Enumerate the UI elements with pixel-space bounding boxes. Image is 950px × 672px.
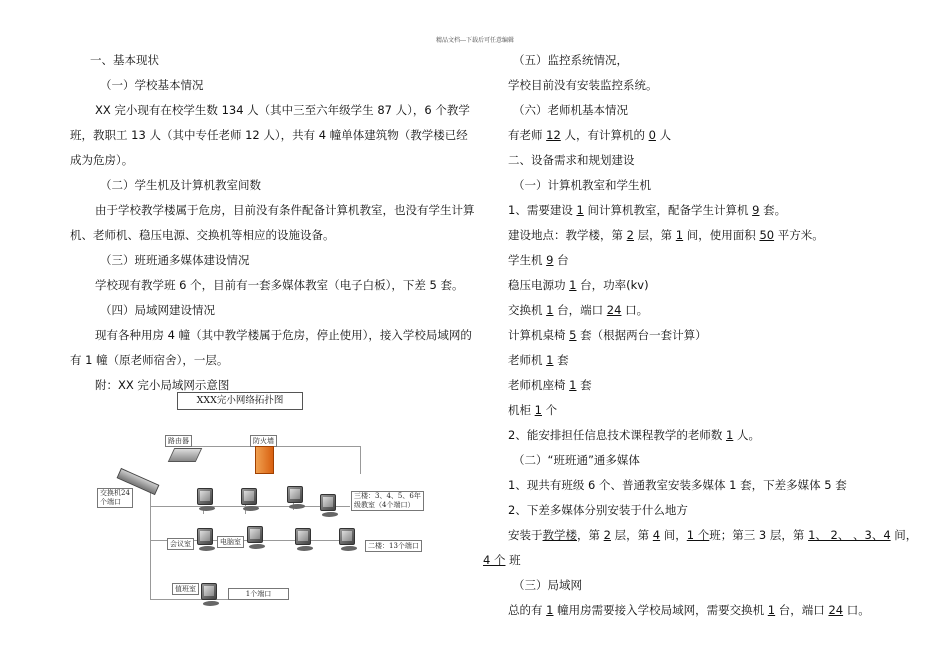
computer-icon — [195, 488, 215, 510]
text-span: 建设地点：教学楼，第 — [508, 228, 627, 242]
paragraph-line: 2、下差多媒体分别安装于什么地方 — [508, 503, 688, 517]
filled-value: 2 — [626, 228, 634, 242]
text-span: 个 — [541, 403, 558, 417]
text-span: 人。 — [733, 428, 760, 442]
text-span: 稳压电源功 — [508, 278, 570, 292]
rich-line — [508, 203, 786, 217]
rich-line — [508, 278, 649, 292]
duty-room-label: 值班室 — [172, 583, 199, 595]
text-span: 安装于 — [508, 528, 543, 542]
filled-value: 4 — [652, 528, 661, 542]
text-span: 2、能安排担任信息技术课程教学的老师数 — [508, 428, 726, 442]
filled-value: 1 — [534, 403, 542, 417]
text-span: 口。 — [843, 603, 870, 617]
filled-value: 1 — [767, 603, 776, 617]
paragraph-line: 有 1 幢（原老师宿舍），一层。 — [70, 353, 229, 367]
firewall-label: 防火墙 — [250, 435, 277, 447]
filled-value: 2 — [603, 528, 611, 542]
heading-multimedia: （三）班班通多媒体建设情况 — [100, 253, 250, 267]
text-span: 套 — [576, 378, 592, 392]
rich-line — [508, 403, 557, 417]
filled-value: 1 — [725, 428, 734, 442]
rich-line — [508, 378, 592, 392]
text-span: 人，有计算机的 — [560, 128, 649, 142]
filled-value: 1 — [546, 303, 554, 317]
filled-value: 1 — [546, 353, 554, 367]
text-span: 交换机 — [508, 303, 547, 317]
filled-value: 12 — [546, 128, 561, 142]
network-topology-diagram — [95, 388, 455, 613]
paragraph-line: 机、老师机、稳压电源、交换机等相应的设施设备。 — [70, 228, 335, 242]
computer-icon — [245, 526, 265, 548]
switch-label: 交换机24 个端口 — [97, 488, 133, 508]
filled-value: 9 — [752, 203, 760, 217]
rich-line — [508, 528, 917, 542]
rich-line — [483, 553, 521, 567]
computer-icon — [285, 486, 305, 508]
firewall-icon — [255, 446, 274, 474]
router-label: 路由器 — [165, 435, 192, 447]
filled-value: 5 — [569, 328, 577, 342]
floor3-label: 三楼：3、4、5、6年 级教室（4个端口） — [351, 491, 424, 511]
rich-line — [508, 228, 824, 242]
paragraph-line: 由于学校教学楼属于危房，目前没有条件配备计算机教室，也没有学生计算 — [95, 203, 475, 217]
paragraph-line: 学校现有教学班 6 个，目前有一套多媒体教室（电子白板），下差 5 套。 — [95, 278, 464, 292]
text-span: 层，第 — [633, 228, 676, 242]
text-span: 套 — [553, 353, 569, 367]
heading-class-multimedia: （二）“班班通”通多媒体 — [513, 453, 640, 467]
filled-value: 24 — [828, 603, 844, 617]
rich-line — [508, 303, 648, 317]
filled-value: 1 — [569, 278, 577, 292]
text-span: 台 — [553, 253, 569, 267]
computer-room-label: 电脑室 — [217, 536, 244, 548]
filled-value: 教学楼 — [542, 528, 577, 542]
heading-teacher-pc: （六）老师机基本情况 — [513, 103, 628, 117]
text-span: 平方米。 — [774, 228, 824, 242]
text-span: 套。 — [759, 203, 787, 217]
text-span: 台，端口 — [553, 303, 607, 317]
text-span: 幢用房需要接入学校局域网，需要交换机 — [553, 603, 768, 617]
text-span: 层，第 — [610, 528, 653, 542]
filled-value: 1 个 — [686, 528, 710, 542]
heading-computer-classroom: （一）计算机教室和学生机 — [513, 178, 651, 192]
filled-value: 1 — [546, 603, 554, 617]
computer-icon — [293, 528, 313, 550]
heading-basic-status: 一、基本现状 — [90, 53, 159, 67]
filled-value: 0 — [648, 128, 656, 142]
text-span: 老师机 — [508, 353, 547, 367]
text-span: 班 — [505, 553, 521, 567]
computer-icon — [239, 488, 259, 510]
filled-value: 24 — [606, 303, 622, 317]
text-span: 人 — [655, 128, 672, 142]
text-span: 1、需要建设 — [508, 203, 577, 217]
paragraph-line: 现有各种用房 4 幢（其中教学楼属于危房，停止使用），接入学校局域网的 — [95, 328, 472, 342]
filled-value: 1 — [675, 228, 684, 242]
rich-line — [508, 328, 707, 342]
heading-lan-plan: （三）局域网 — [513, 578, 582, 592]
text-span: 总的有 — [508, 603, 547, 617]
filled-value: 4 个 — [483, 553, 506, 567]
text-span: 口。 — [621, 303, 649, 317]
text-span: 间计算机教室，配备学生计算机 — [583, 203, 753, 217]
rich-line — [508, 253, 569, 267]
diagram-title: XXX完小网络拓扑图 — [177, 392, 303, 410]
heading-school-info: （一）学校基本情况 — [100, 78, 204, 92]
computer-icon — [337, 528, 357, 550]
paragraph-line: 学校目前没有安装监控系统。 — [508, 78, 658, 92]
router-icon — [168, 448, 203, 462]
page-header: 精品文档---下载后可任意编辑 — [435, 37, 515, 44]
paragraph-line: 成为危房）。 — [70, 153, 134, 167]
text-span: 间， — [660, 528, 687, 542]
paragraph-line: 班，教职工 13 人（其中专任老师 12 人），共有 4 幢单体建筑物（教学楼已经 — [70, 128, 468, 142]
text-span: 有老师 — [508, 128, 547, 142]
filled-value: 50 — [759, 228, 775, 242]
meeting-room-label: 会议室 — [167, 538, 194, 550]
filled-value: 1 — [576, 203, 584, 217]
computer-icon — [199, 583, 219, 605]
text-span: 台，功率(kv) — [576, 278, 649, 292]
text-span: 机柜 — [508, 403, 535, 417]
text-span: 套（根据两台一套计算） — [576, 328, 707, 342]
heading-monitoring: （五）监控系统情况， — [513, 53, 628, 67]
heading-computer-rooms: （二）学生机及计算机教室间数 — [100, 178, 261, 192]
rich-line — [508, 603, 870, 617]
rich-line — [508, 428, 760, 442]
port-label: 1个端口 — [228, 588, 289, 600]
paragraph-line: XX 完小现有在校学生数 134 人（其中三至六年级学生 87 人），6 个教学 — [95, 103, 470, 117]
text-span: 间， — [890, 528, 918, 542]
computer-icon — [195, 528, 215, 550]
text-span: 班；第三 3 层，第 — [709, 528, 809, 542]
paragraph-line: 1、现共有班级 6 个、普通教室安装多媒体 1 套，下差多媒体 5 套 — [508, 478, 847, 492]
appendix-caption: 附：XX 完小局域网示意图 — [95, 378, 230, 392]
text-span: 老师机座椅 — [508, 378, 570, 392]
filled-value: 9 — [546, 253, 554, 267]
filled-value: 1 — [569, 378, 577, 392]
text-span: ，第 — [577, 528, 604, 542]
filled-value: 1、 2、 、3、4 — [808, 528, 891, 542]
text-span: 间，使用面积 — [683, 228, 760, 242]
floor2-label: 二楼：13个端口 — [365, 540, 422, 552]
heading-equipment: 二、设备需求和规划建设 — [508, 153, 635, 167]
text-span: 计算机桌椅 — [508, 328, 570, 342]
heading-lan: （四）局域网建设情况 — [100, 303, 215, 317]
computer-icon — [318, 494, 338, 516]
text-span: 台，端口 — [775, 603, 829, 617]
rich-line — [508, 353, 569, 367]
text-span: 学生机 — [508, 253, 547, 267]
rich-line — [508, 128, 671, 142]
